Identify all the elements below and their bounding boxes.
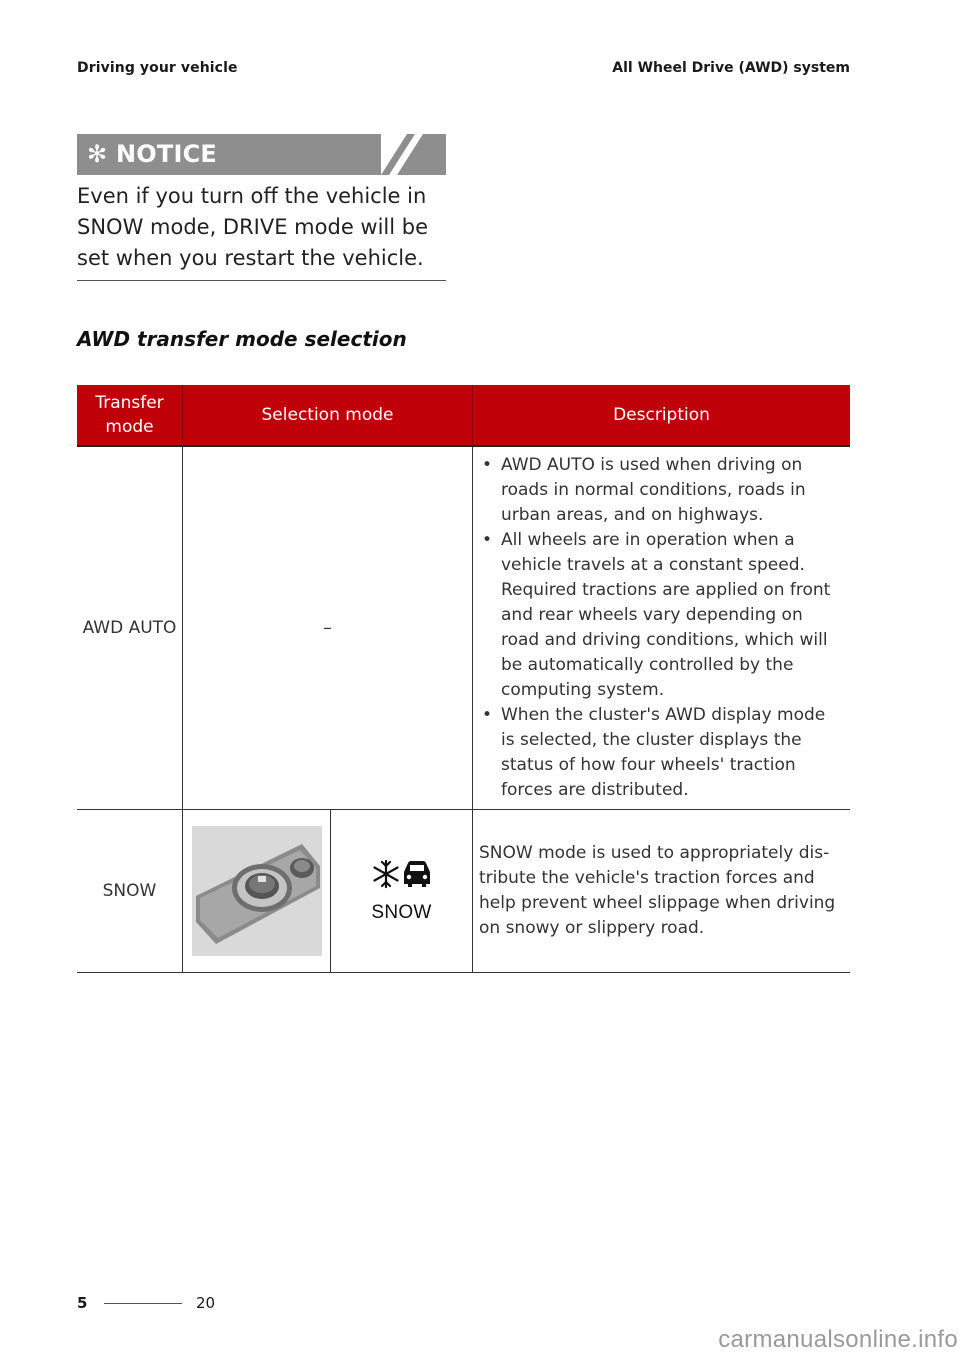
- site-watermark: carmanualsonline.info: [718, 1326, 958, 1353]
- bullet-text: When the cluster's AWD display mode is selected, the cluster displays the status of how four wheels' traction forces are distributed.: [501, 705, 826, 800]
- header-transfer-mode: Transfer mode: [77, 385, 183, 446]
- snow-mode-indicator-cell: [331, 810, 473, 973]
- snow-mode-icon: [332, 858, 471, 898]
- list-item: • AWD AUTO is used when driving on roads in normal conditions, roads in urban areas, and on highways.: [482, 455, 806, 525]
- header-description: Description: [473, 385, 851, 446]
- notice-title: NOTICE: [116, 140, 217, 168]
- drive-mode-knob-illustration: [192, 826, 322, 956]
- drive-mode-knob-image: [192, 826, 322, 956]
- list-item: • All wheels are in operation when a vehicle travels at a constant speed. Required tractions are applied on front and rear wheels vary depending on road and driving conditions, which will be automatically controlled by the computing system.: [482, 530, 831, 700]
- description-cell: [473, 446, 851, 810]
- notice-body: Even if you turn off the vehicle in SNOW mode, DRIVE mode will be set when you restart the vehicle.: [77, 184, 429, 270]
- section-title: AWD transfer mode selection: [77, 327, 407, 351]
- running-header-chapter: Driving your vehicle: [77, 60, 238, 76]
- table-header-row: [77, 385, 850, 446]
- transfer-mode-table: [77, 385, 850, 973]
- drive-mode-knob-photo-cell: [183, 810, 331, 973]
- asterisk-icon: ✻: [87, 140, 108, 168]
- table-row: [77, 446, 850, 810]
- footer-page-number: 20: [196, 1294, 216, 1312]
- description-cell: SNOW mode is used to appropriately dis-tribute the vehicle's traction forces and help prevent wheel slippage when driving on snowy or slippery road.: [473, 810, 851, 973]
- selection-mode-cell: –: [183, 446, 473, 810]
- snow-mode-label: SNOW: [371, 901, 432, 923]
- running-header-section: All Wheel Drive (AWD) system: [612, 60, 850, 76]
- header-selection-mode: Selection mode: [183, 385, 473, 446]
- bullet-text: All wheels are in operation when a vehicle travels at a constant speed. Required tractions are applied on front and rear wheels vary depending on road and driving conditions, which will be automatically controlled by the computing system.: [501, 530, 831, 700]
- description-list: [479, 453, 842, 803]
- transfer-mode-cell: AWD AUTO: [77, 446, 183, 810]
- notice-divider: [77, 280, 446, 281]
- list-item: • When the cluster's AWD display mode is selected, the cluster displays the status of how four wheels' traction forces are distributed.: [482, 705, 826, 800]
- footer-divider: [104, 1303, 182, 1304]
- snowflake-car-icon: [373, 858, 431, 890]
- table-row: [77, 810, 850, 973]
- bullet-text: AWD AUTO is used when driving on roads in normal conditions, roads in urban areas, and on highways.: [501, 455, 806, 525]
- notice-banner: [77, 134, 446, 175]
- footer-chapter-number: 5: [77, 1294, 88, 1312]
- slash-decoration-icon: [381, 134, 446, 175]
- transfer-mode-cell: SNOW: [77, 810, 183, 973]
